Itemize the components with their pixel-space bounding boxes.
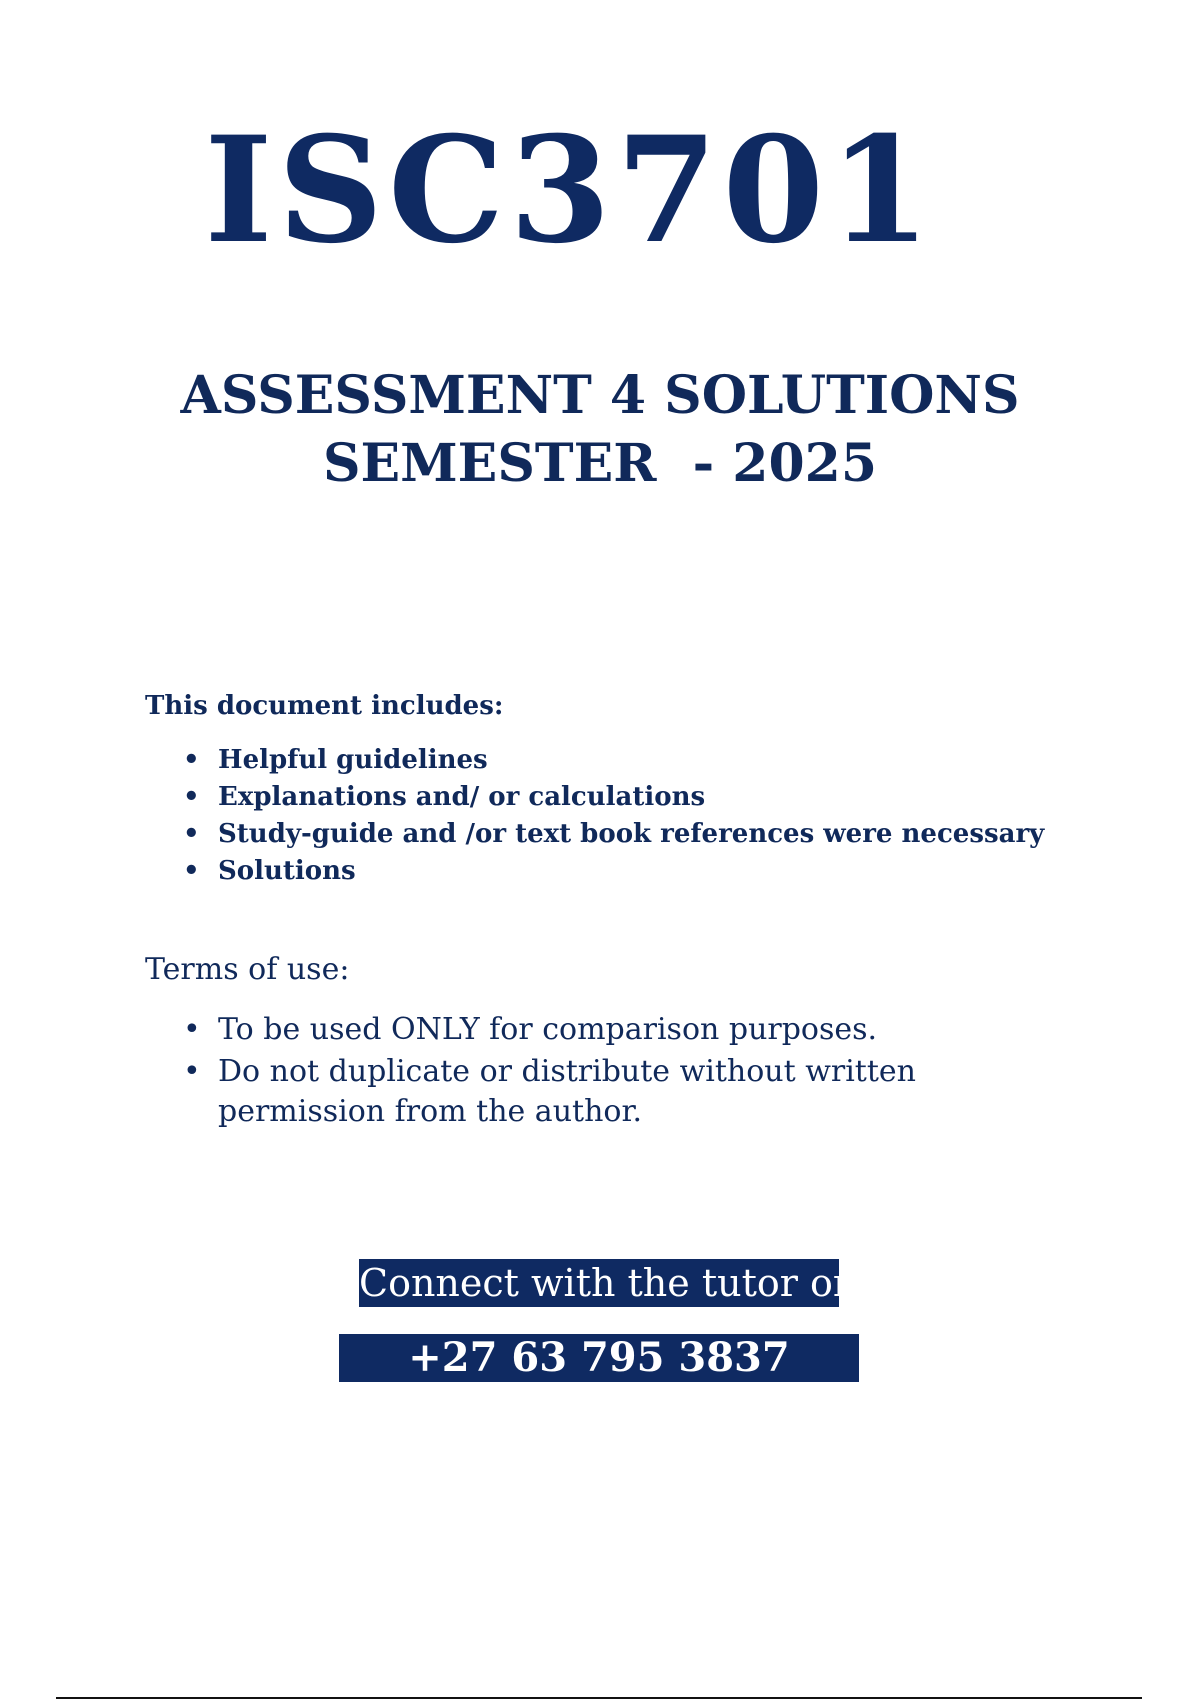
list-item [183,779,1105,816]
terms-list [145,1010,1105,1132]
list-item [183,853,1105,890]
bullet-icon: • [183,856,200,886]
bullet-icon: • [183,782,200,812]
includes-section [145,688,1105,890]
list-item [183,816,1105,853]
includes-item-text: Study-guide and /or text book references were necessary [218,819,1045,849]
list-item [183,1052,1105,1132]
includes-list [145,742,1105,890]
connect-tutor-label: Connect with the tutor on [359,1261,858,1305]
footer-divider [56,1697,1142,1699]
assessment-subtitle [0,362,1200,498]
includes-heading: This document includes: [145,691,504,721]
list-item [183,1010,1105,1050]
terms-heading: Terms of use: [145,952,350,987]
bullet-icon: • [183,1012,201,1047]
subtitle-line-assessment: ASSESSMENT 4 SOLUTIONS [180,365,1020,426]
subtitle-line-semester: SEMESTER - 2025 [322,433,878,494]
terms-item-text: To be used ONLY for comparison purposes. [218,1012,878,1047]
includes-item-text: Explanations and/ or calculations [218,782,706,812]
tutor-phone-number: +27 63 795 3837 [339,1334,859,1382]
includes-item-text: Solutions [218,856,356,886]
course-code-title: ISC3701 [204,105,936,276]
includes-item-text: Helpful guidelines [218,745,488,775]
terms-section [145,950,1105,1134]
terms-item-text: Do not duplicate or distribute without written permission from the author. [218,1054,916,1129]
bullet-icon: • [183,819,200,849]
bullet-icon: • [183,745,200,775]
list-item [183,742,1105,779]
bullet-icon: • [183,1054,201,1089]
